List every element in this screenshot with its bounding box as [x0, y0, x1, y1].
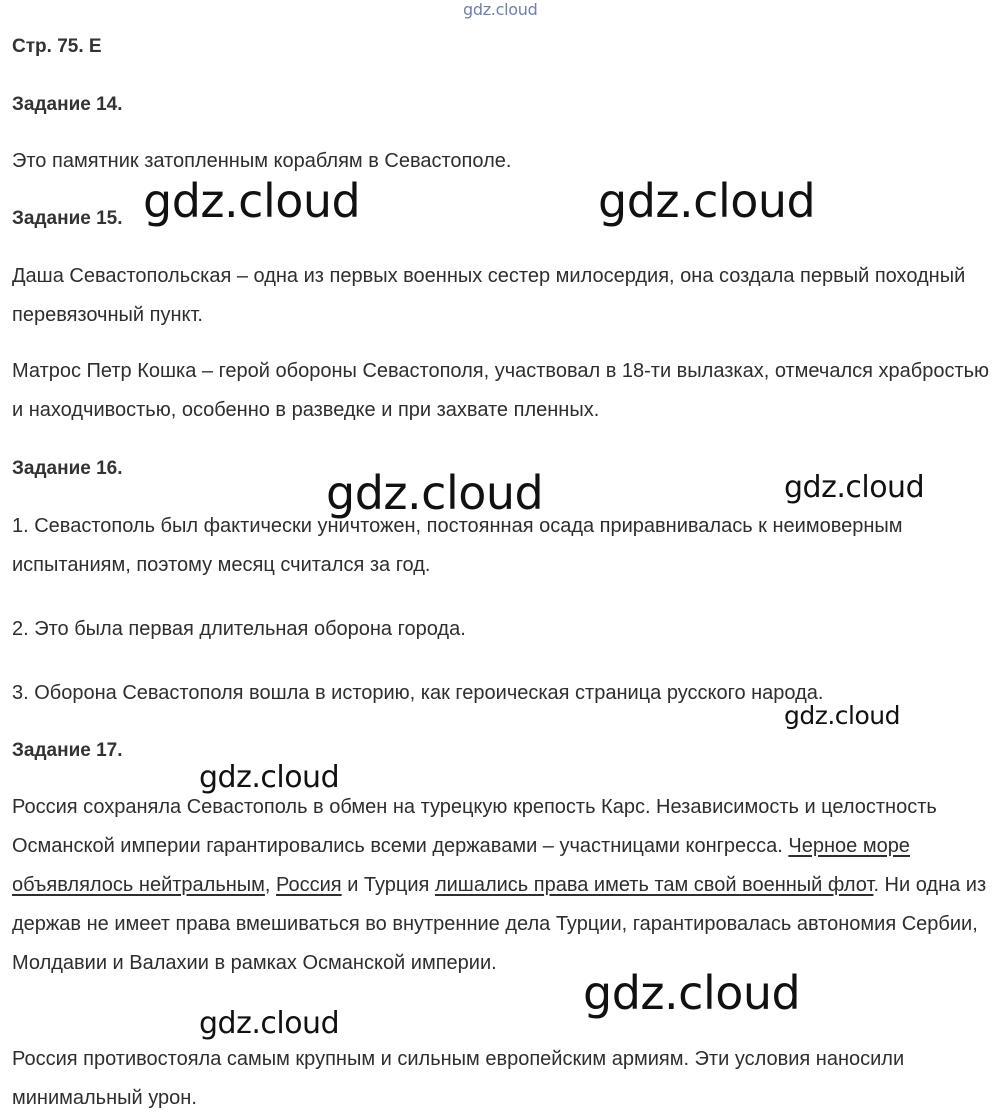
- top-watermark: gdz.cloud: [463, 0, 538, 19]
- task-16-paragraph-3: 3. Оборона Севастополя вошла в историю, как героическая страница русского народа.: [12, 682, 824, 704]
- watermark-1: gdz.cloud: [143, 174, 361, 228]
- task-17-heading: Задание 17.: [12, 740, 123, 761]
- task-17-underlined-black-sea: Черное море объявлялось нейтральным: [12, 835, 910, 896]
- task-15-heading: Задание 15.: [12, 208, 123, 229]
- task-17-underlined-fleet: лишались права иметь там свой военный флот: [434, 874, 874, 896]
- watermark-7: gdz.cloud: [583, 966, 801, 1020]
- task-17-text-c: и Турция: [341, 874, 435, 896]
- watermark-2: gdz.cloud: [598, 174, 816, 228]
- task-15-paragraph-2: Матрос Петр Кошка – герой обороны Севастополя, участвовал в 18-ти вылазках, отмечался храбростью и находчивостью, особенно в разведке и при захвате пленных.: [12, 360, 990, 421]
- watermark-4: gdz.cloud: [784, 470, 925, 505]
- task-14-text: Это памятник затопленным кораблям в Севастополе.: [12, 150, 512, 172]
- watermark-6: gdz.cloud: [199, 760, 340, 795]
- task-14-heading: Задание 14.: [12, 94, 123, 115]
- task-17-paragraph-2: Россия противостояла самым крупным и сильным европейским армиям. Эти условия наносили минимальный урон.: [12, 1048, 905, 1109]
- task-17-text-b: ,: [264, 874, 277, 896]
- task-17-text-a: Россия сохраняла Севастополь в обмен на турецкую крепость Карс. Независимость и целостность Османской империи гарантировались всеми державами – участницами конгресса.: [12, 796, 937, 857]
- task-17-paragraph-1: [12, 788, 997, 983]
- task-15-paragraph-1: Даша Севастопольская – одна из первых военных сестер милосердия, она создала первый походный перевязочный пункт.: [12, 265, 966, 326]
- task-16-heading: Задание 16.: [12, 458, 123, 479]
- page-heading: Стр. 75. Е: [12, 36, 102, 57]
- task-16-paragraph-2: 2. Это была первая длительная оборона города.: [12, 618, 466, 640]
- watermark-3: gdz.cloud: [326, 466, 544, 520]
- task-17-underlined-russia: Россия: [276, 874, 342, 896]
- task-16-paragraph-1: 1. Севастополь был фактически уничтожен, постоянная осада приравнивалась к неимоверным испытаниям, поэтому месяц считался за год.: [12, 515, 903, 576]
- task-17-text-d: . Ни одна из держав не имеет права вмешиваться во внутренние дела Турции, гарантировалась автономия Сербии, Молдавии и Валахии в рамках Османской империи.: [12, 874, 987, 974]
- watermark-5: gdz.cloud: [784, 701, 901, 730]
- watermark-8: gdz.cloud: [199, 1006, 340, 1041]
